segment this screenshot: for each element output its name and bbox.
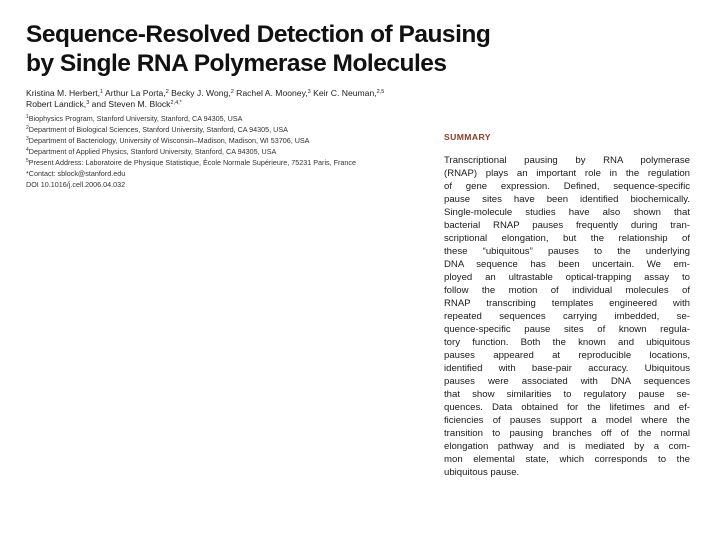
- author-affil-sup: 2: [230, 89, 234, 95]
- author-name: Becky J. Wong,: [171, 88, 231, 98]
- summary-line: ubiquitous pause.: [444, 467, 520, 478]
- author-affil-sup: 3: [86, 100, 90, 106]
- affiliation-sup: 2: [26, 125, 29, 131]
- contact-email: [26, 168, 446, 179]
- summary-abstract: [444, 154, 690, 479]
- affiliation-5: [26, 157, 446, 168]
- author-name: Kristina M. Herbert,: [26, 88, 101, 98]
- summary-heading: SUMMARY: [444, 132, 491, 142]
- author-name: Robert Landick,: [26, 99, 87, 109]
- affiliation-text: Present Address: Laboratoire de Physique Statistique, École Normale Supérieure, 75231 Paris, France: [28, 158, 356, 167]
- summary-line: follow the motion of individual molecules of: [444, 285, 690, 296]
- author-line-2: [26, 99, 436, 110]
- summary-line: (RNAP) plays an important role in the regulation: [444, 168, 690, 179]
- summary-line: that show similarities to regulatory pause se-: [444, 389, 690, 400]
- affiliation-sup: 3: [26, 136, 29, 142]
- author-affil-sup: 2,4,*: [170, 100, 182, 106]
- affiliation-sup: 1: [26, 114, 29, 120]
- summary-line: quence-specific pause sites of known regula-: [444, 324, 690, 335]
- summary-line: scriptional elongation, but the relationship of: [444, 233, 690, 244]
- summary-line: bacterial RNAP pauses frequently during tran-: [444, 220, 690, 231]
- author-line-1: [26, 88, 436, 99]
- affiliation-4: [26, 146, 446, 157]
- affiliation-text: Biophysics Program, Stanford University, Stanford, CA 94305, USA: [28, 114, 243, 123]
- summary-line: these “ubiquitous” pauses to the underlying: [444, 246, 690, 257]
- summary-line: Single-molecule studies have also shown that: [444, 207, 690, 218]
- contact-text: *Contact: sblock@stanford.edu: [26, 169, 126, 178]
- affiliation-text: Department of Biological Sciences, Stanford University, Stanford, CA 94305, USA: [28, 125, 288, 134]
- summary-line: ployed an ultrastable optical-trapping assay to: [444, 272, 690, 283]
- summary-line: of gene expression. Defined, sequence-specific: [444, 181, 690, 192]
- author-affil-sup: 2: [165, 89, 169, 95]
- affiliation-sup: 5: [26, 158, 29, 164]
- affiliation-3: [26, 135, 446, 146]
- doi-text: DOI 10.1016/j.cell.2006.04.032: [26, 180, 126, 189]
- summary-line: repeated sequences carrying imbedded, se-: [444, 311, 690, 322]
- summary-line: quences. Data obtained for the lifetimes and ef-: [444, 402, 690, 413]
- summary-line: transition to pausing branches off of the normal: [444, 428, 690, 439]
- summary-line: RNAP transcribing templates engineered with: [444, 298, 690, 309]
- author-affil-sup: 1: [100, 89, 104, 95]
- doi: [26, 179, 446, 190]
- affiliation-sup: 4: [26, 147, 29, 153]
- summary-line: DNA sequence has been uncertain. We em-: [444, 259, 690, 270]
- author-list: [26, 88, 436, 110]
- affiliation-text: Department of Bacteriology, University of Wisconsin–Madison, Madison, WI 53706, USA: [28, 136, 310, 145]
- paper-title: [26, 20, 490, 78]
- affiliation-1: [26, 113, 446, 124]
- title-line-2: by Single RNA Polymerase Molecules: [26, 50, 447, 77]
- summary-line: pause sites have been identified biochemically.: [444, 194, 690, 205]
- affiliation-text: Department of Applied Physics, Stanford University, Stanford, CA 94305, USA: [28, 147, 277, 156]
- summary-line: mon elemental state, which corresponds to the: [444, 454, 690, 465]
- summary-line: ficiencies of pauses support a model where the: [444, 415, 690, 426]
- summary-line: tory function. Both the known and ubiquitous: [444, 337, 690, 348]
- author-name: Arthur La Porta,: [105, 88, 166, 98]
- author-affil-sup: 2,5: [376, 89, 385, 95]
- author-affil-sup: 3: [307, 89, 311, 95]
- summary-line: pauses appeared at reproducible locations,: [444, 350, 690, 361]
- author-name: Rachel A. Mooney,: [236, 88, 308, 98]
- affiliation-list: [26, 113, 446, 190]
- summary-line: Transcriptional pausing by RNA polymerase: [444, 155, 690, 166]
- summary-line: elongation pathway and is mediated by a com-: [444, 441, 690, 452]
- affiliation-2: [26, 124, 446, 135]
- author-name: and Steven M. Block: [91, 99, 171, 109]
- author-name: Keir C. Neuman,: [313, 88, 377, 98]
- summary-line: identified with base-pair accuracy. Ubiquitous: [444, 363, 690, 374]
- title-line-1: Sequence-Resolved Detection of Pausing: [26, 21, 491, 48]
- summary-line: pauses were associated with DNA sequences: [444, 376, 690, 387]
